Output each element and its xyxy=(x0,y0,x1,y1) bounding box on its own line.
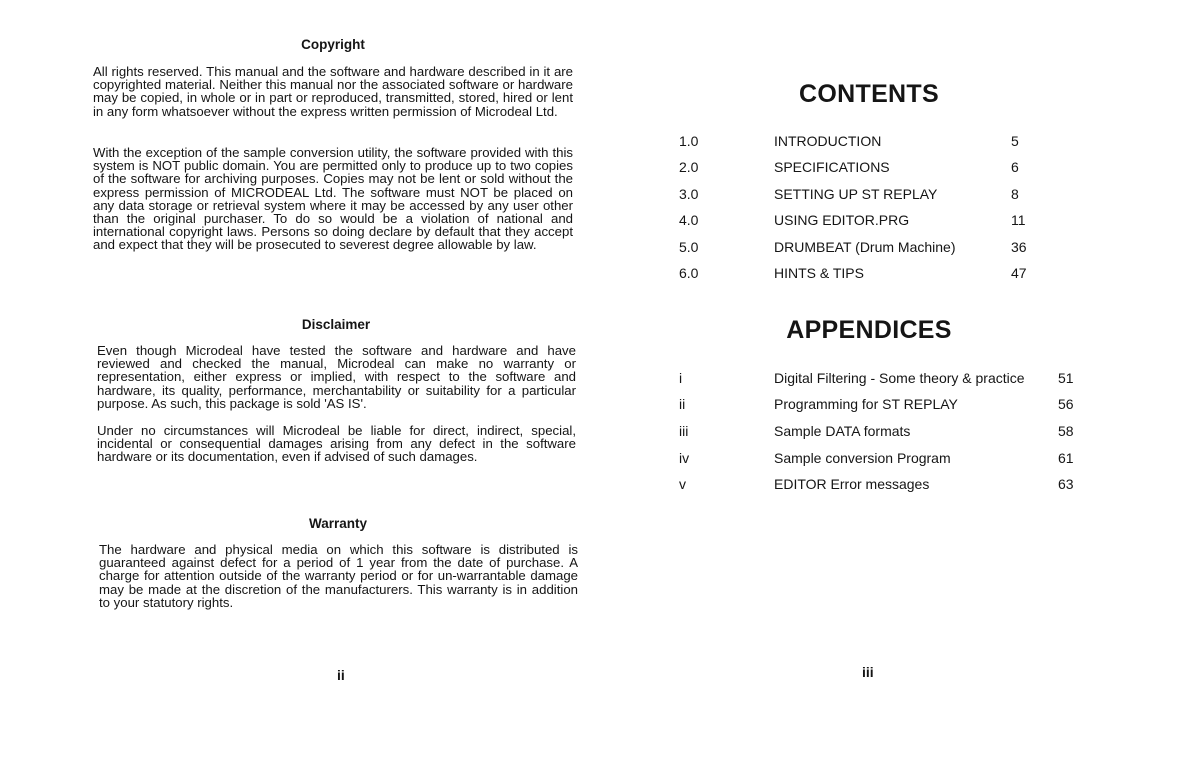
disclaimer-paragraph-1: Even though Microdeal have tested the software and hardware and have reviewed and checked the manual, Microdeal can make no warranty or representation, either express or implied, with respect to the software and hardware, its quality, performance, merchantability or suitability for a particular purpose. As such, this package is sold 'AS IS'. xyxy=(97,343,576,411)
toc-number: 2.0 xyxy=(679,159,699,175)
appendix-row xyxy=(620,476,1200,496)
toc-title: SETTING UP ST REPLAY xyxy=(774,186,938,202)
toc-number: 3.0 xyxy=(679,186,699,202)
appendix-title: Sample DATA formats xyxy=(774,423,911,439)
appendix-number: ii xyxy=(679,396,686,412)
toc-row xyxy=(620,133,1200,153)
toc-title: HINTS & TIPS xyxy=(774,265,864,281)
disclaimer-heading: Disclaimer xyxy=(301,317,371,332)
toc-row xyxy=(620,159,1200,179)
appendix-page: 61 xyxy=(1058,450,1074,466)
appendix-row xyxy=(620,370,1200,390)
toc-row xyxy=(620,265,1200,285)
right-page xyxy=(620,0,1200,764)
appendix-page: 51 xyxy=(1058,370,1074,386)
contents-title: CONTENTS xyxy=(799,80,939,108)
appendix-row xyxy=(620,423,1200,443)
toc-number: 5.0 xyxy=(679,239,699,255)
appendix-title: EDITOR Error messages xyxy=(774,476,930,492)
appendix-title: Sample conversion Program xyxy=(774,450,951,466)
toc-number: 1.0 xyxy=(679,133,699,149)
appendix-row xyxy=(620,396,1200,416)
toc-page: 36 xyxy=(1011,239,1027,255)
copyright-paragraph-1: All rights reserved. This manual and the software and hardware described in it are copyrighted material. Neither this manual nor the associated software or hardware may be copied, in whole or in part or reproduced, transmitted, stored, hired or lent in any form whatsoever without the express written permission of Microdeal Ltd. xyxy=(93,64,573,119)
disclaimer-paragraph-2: Under no circumstances will Microdeal be liable for direct, indirect, special, incidental or consequential damages arising from any defect in the software hardware or its documentation, even if advised of such damages. xyxy=(97,423,576,465)
warranty-heading: Warranty xyxy=(308,516,367,531)
toc-number: 6.0 xyxy=(679,265,699,281)
toc-page: 11 xyxy=(1011,212,1026,228)
warranty-paragraph-1: The hardware and physical media on which this software is distributed is guaranteed against defect for a period of 1 year from the date of purchase. A charge for attention outside of the warranty period or for un-warrantable damage may be made at the discretion of the manufacturers. This warranty is in addition to your statutory rights. xyxy=(99,542,578,610)
toc-page: 8 xyxy=(1011,186,1019,202)
toc-page: 6 xyxy=(1011,159,1019,175)
toc-title: DRUMBEAT (Drum Machine) xyxy=(774,239,956,255)
toc-row xyxy=(620,212,1200,232)
appendix-number: iv xyxy=(679,450,690,466)
appendix-row xyxy=(620,450,1200,470)
right-page-number: iii xyxy=(862,664,874,680)
left-page-number: ii xyxy=(337,667,345,683)
toc-page: 5 xyxy=(1011,133,1019,149)
toc-number: 4.0 xyxy=(679,212,699,228)
appendix-number: iii xyxy=(679,423,689,439)
toc-title: SPECIFICATIONS xyxy=(774,159,890,175)
toc-title: INTRODUCTION xyxy=(774,133,882,149)
appendix-page: 58 xyxy=(1058,423,1074,439)
appendix-page: 63 xyxy=(1058,476,1074,492)
toc-page: 47 xyxy=(1011,265,1027,281)
copyright-heading: Copyright xyxy=(301,37,365,52)
appendix-title: Programming for ST REPLAY xyxy=(774,396,958,412)
toc-title: USING EDITOR.PRG xyxy=(774,212,910,228)
toc-row xyxy=(620,239,1200,259)
appendices-title: APPENDICES xyxy=(786,316,952,344)
appendix-title: Digital Filtering - Some theory & practice xyxy=(774,370,1025,386)
appendix-number: i xyxy=(679,370,683,386)
appendix-page: 56 xyxy=(1058,396,1074,412)
copyright-paragraph-2: With the exception of the sample conversion utility, the software provided with this system is NOT public domain. You are permitted only to produce up to two copies of the software for archiving purposes. Copies may not be lent or sold without the express permission of MICRODEAL Ltd. The software must NOT be placed on any data storage or retrieval system where it may be accessed by any user other than the original purchaser. To do so would be a violation of national and international copyright laws. Persons so doing declare by default that they accept and expect that they will be prosecuted to severest degree allowable by law. xyxy=(93,145,573,253)
toc-row xyxy=(620,186,1200,206)
appendix-number: v xyxy=(679,476,686,492)
